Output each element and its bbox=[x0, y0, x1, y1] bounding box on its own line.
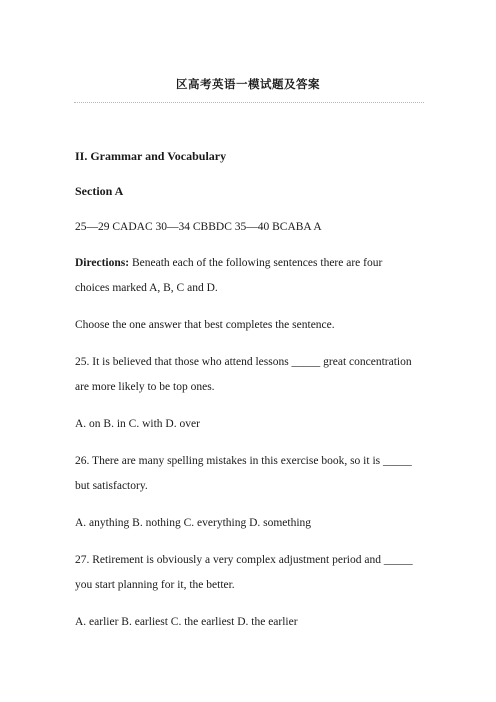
question-25-stem-line-1: 25. It is believed that those who attend lessons _____ great concentration bbox=[75, 356, 412, 368]
document-title: 区高考英语一模试题及答案 bbox=[176, 77, 320, 91]
answer-key: 25—29 CADAC 30—34 CBBDC 35—40 BCABA A bbox=[75, 221, 322, 233]
question-27-stem-line-2: you start planning for it, the better. bbox=[75, 579, 235, 591]
directions-label: Directions: bbox=[75, 257, 130, 269]
question-27-options: A. earlier B. earliest C. the earliest D. the earlier bbox=[75, 616, 298, 628]
title-divider bbox=[74, 102, 424, 103]
question-26-stem-line-1: 26. There are many spelling mistakes in this exercise book, so it is _____ bbox=[75, 455, 412, 467]
subsection-heading: Section A bbox=[75, 184, 124, 198]
instruction-text: Choose the one answer that best completes the sentence. bbox=[75, 319, 335, 331]
directions-line-1 bbox=[75, 256, 382, 270]
directions-text: Beneath each of the following sentences there are four bbox=[129, 257, 383, 269]
question-26-options: A. anything B. nothing C. everything D. something bbox=[75, 517, 312, 529]
question-26-stem-line-2: but satisfactory. bbox=[75, 480, 148, 492]
question-27-stem-line-1: 27. Retirement is obviously a very complex adjustment period and _____ bbox=[75, 554, 413, 566]
question-25-options: A. on B. in C. with D. over bbox=[75, 418, 200, 430]
section-heading: II. Grammar and Vocabulary bbox=[75, 149, 227, 163]
question-25-stem-line-2: are more likely to be top ones. bbox=[75, 381, 215, 393]
directions-line-2: choices marked A, B, C and D. bbox=[75, 282, 218, 294]
